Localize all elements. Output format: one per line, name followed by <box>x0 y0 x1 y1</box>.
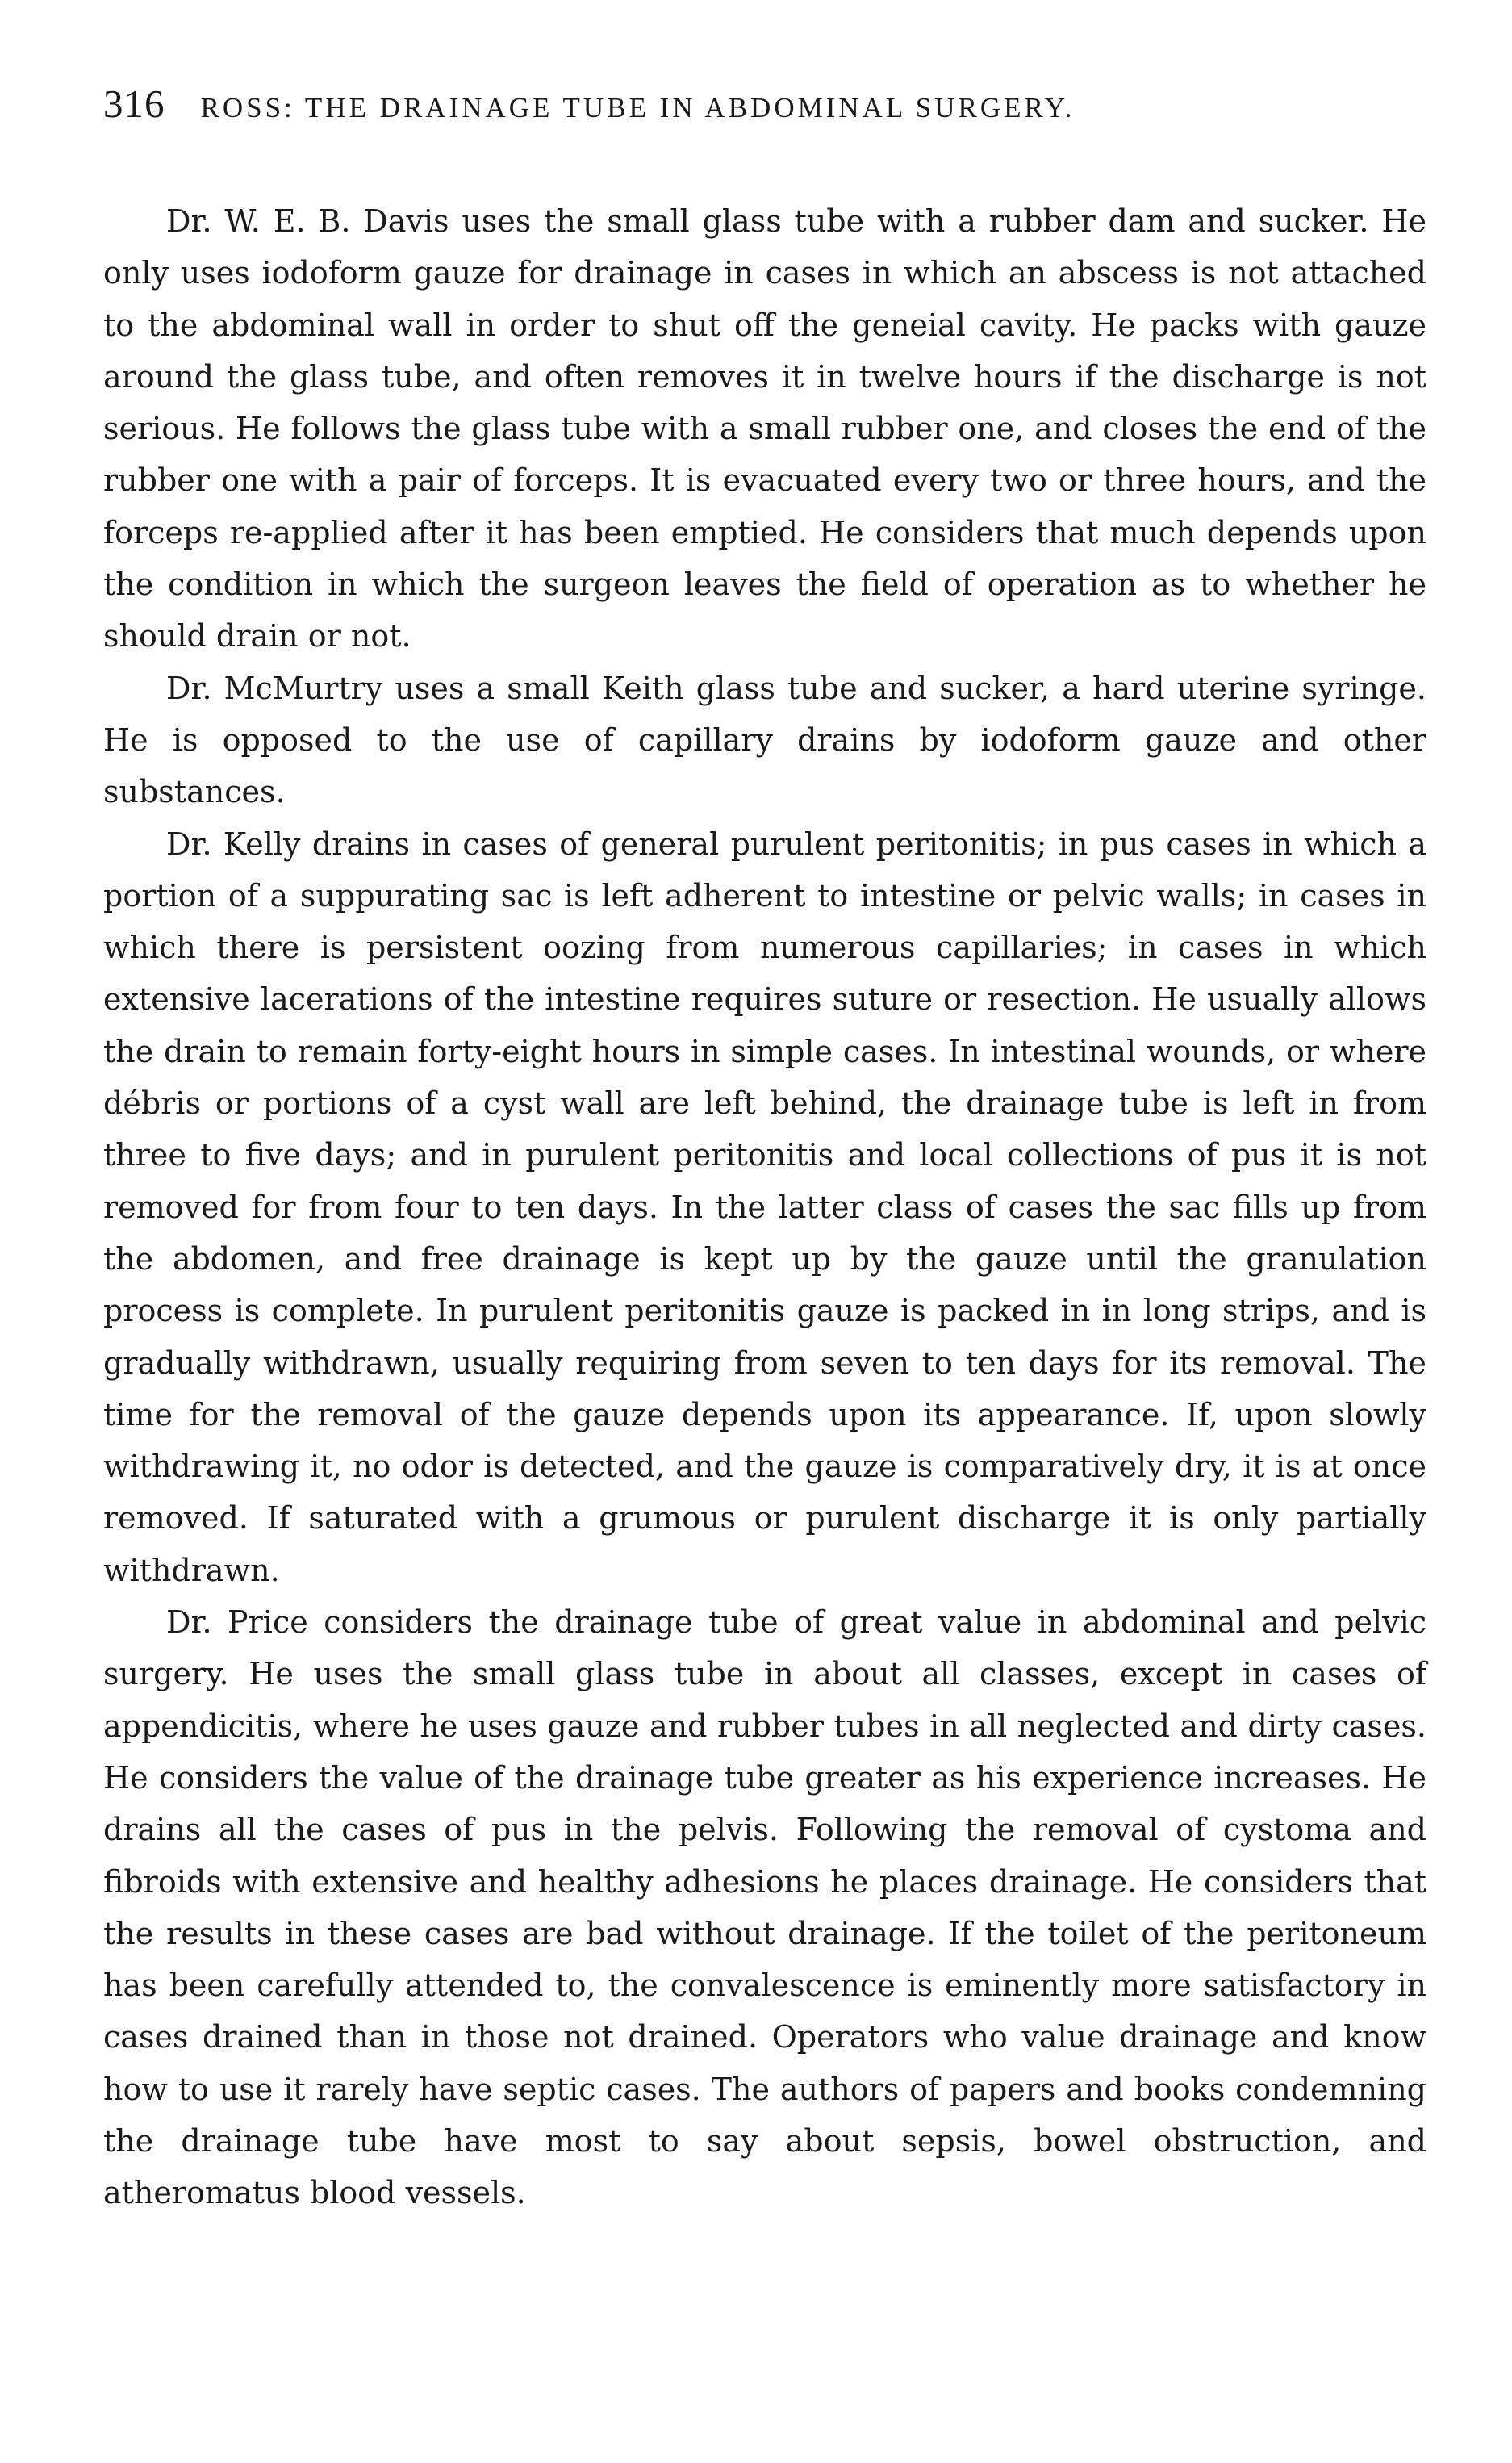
paragraph-kelly: Dr. Kelly drains in cases of general purulent peritonitis; in pus cases in which a portion of a suppurating sac is left adherent to intestine or pelvic walls; in cases in which there is persistent oozing from numerous capillaries; in cases in which extensive lacerations of the intestine requires suture or resection. He usually allows the drain to remain forty-eight hours in simple cases. In intestinal wounds, or where débris or portions of a cyst wall are left behind, the drainage tube is left in from three to five days; and in purulent peritonitis and local collections of pus it is not removed for from four to ten days. In the latter class of cases the sac fills up from the abdomen, and free drainage is kept up by the gauze until the granulation process is complete. In purulent peritonitis gauze is packed in in long strips, and is gradually withdrawn, usually requiring from seven to ten days for its removal. The time for the removal of the gauze depends upon its appearance. If, upon slowly withdrawing it, no odor is detected, and the gauze is comparatively dry, it is at once removed. If saturated with a grumous or purulent discharge it is only partially withdrawn. <box>103 826 1426 1588</box>
book-page <box>103 81 1426 2219</box>
body-text <box>103 195 1426 2219</box>
paragraph-mcmurtry: Dr. McMurtry uses a small Keith glass tube and sucker, a hard uterine syringe. He is opposed to the use of capillary drains by iodoform gauze and other substances. <box>103 670 1426 810</box>
running-head <box>103 81 1426 145</box>
paragraph-davis: Dr. W. E. B. Davis uses the small glass tube with a rubber dam and sucker. He only uses iodoform gauze for drainage in cases in which an abscess is not attached to the abdominal wall in order to shut off the geneial cavity. He packs with gauze around the glass tube, and often removes it in twelve hours if the discharge is not serious. He follows the glass tube with a small rubber one, and closes the end of the rubber one with a pair of forceps. It is evacuated every two or three hours, and the forceps re-applied after it has been emptied. He considers that much depends upon the condition in which the surgeon leaves the field of operation as to whether he should drain or not. <box>103 203 1426 654</box>
page-number: 316 <box>103 82 165 126</box>
paragraph-price: Dr. Price considers the drainage tube of great value in abdominal and pelvic surgery. He uses the small glass tube in about all classes, except in cases of appendicitis, where he uses gauze and rubber tubes in all neglected and dirty cases. He considers the value of the drainage tube greater as his experience increases. He drains all the cases of pus in the pelvis. Following the removal of cystoma and fibroids with extensive and healthy adhesions he places drainage. He considers that the results in these cases are bad without drainage. If the toilet of the peritoneum has been carefully attended to, the convalescence is eminently more satisfactory in cases drained than in those not drained. Operators who value drainage and know how to use it rarely have septic cases. The authors of papers and books condemning the drainage tube have most to say about sepsis, bowel obstruction, and atheromatus blood vessels. <box>103 1604 1426 2211</box>
running-head-title: ROSS: THE DRAINAGE TUBE IN ABDOMINAL SURGERY. <box>200 92 1076 123</box>
